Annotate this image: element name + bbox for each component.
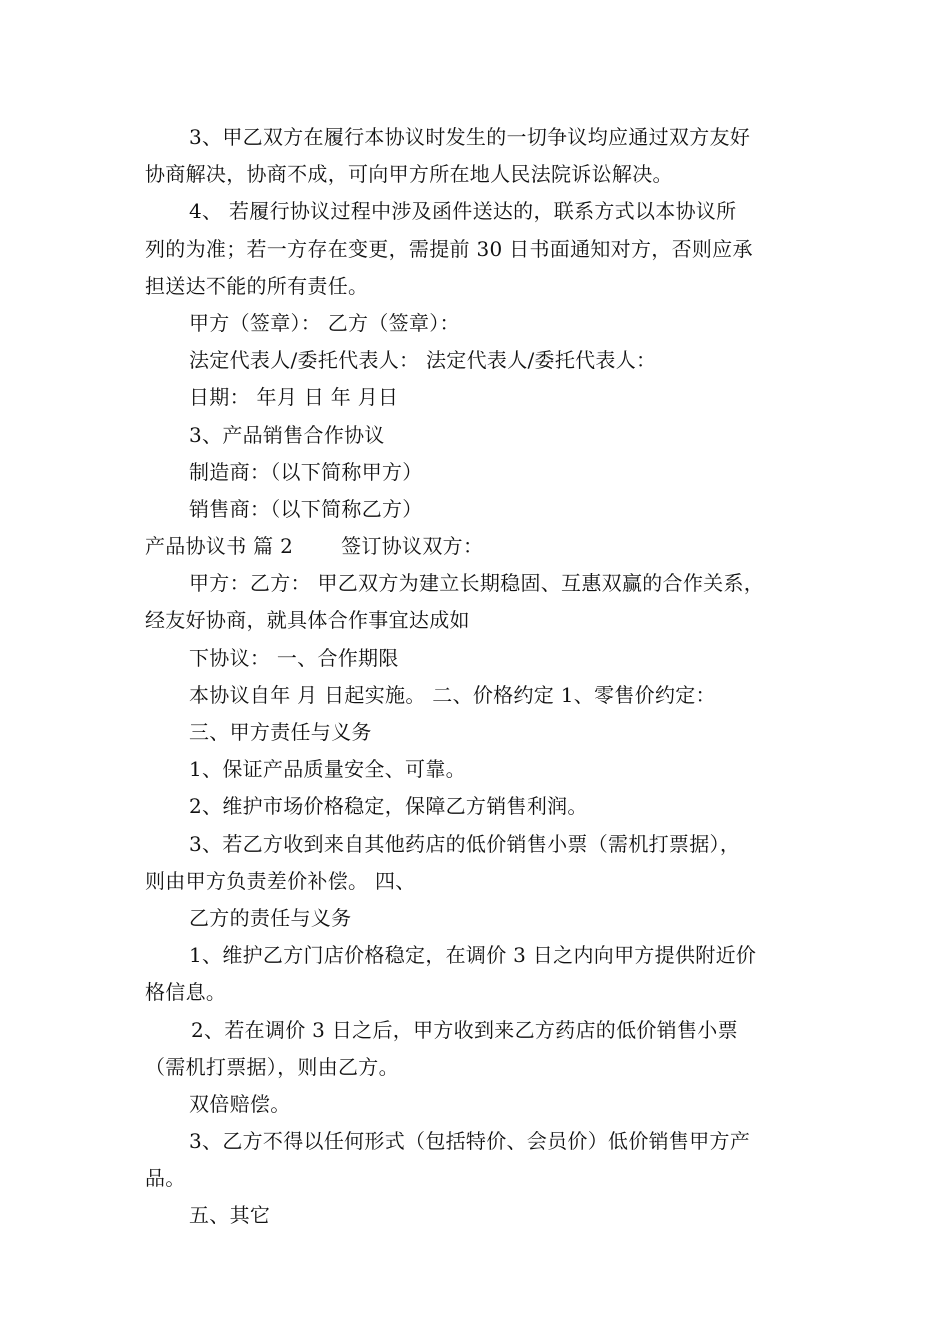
text-line: 则由甲方负责差价补偿。 四、 [145,868,416,893]
text-line: 2、若在调价 3 日之后，甲方收到来乙方药店的低价销售小票 [191,1017,738,1042]
text-line: 3、乙方不得以任何形式（包括特价、会员价）低价销售甲方产 [189,1129,751,1154]
text-line: 法定代表人/委托代表人： 法定代表人/委托代表人： [189,348,657,373]
text-line: 3、若乙方收到来自其他药店的低价销售小票（需机打票据）， [189,831,741,856]
text-line: 日期： 年月 日 年 月日 [189,385,399,410]
section-heading-continuation: 签订协议双方： [341,534,484,559]
section-heading: 产品协议书 篇 2 [145,534,294,559]
text-line: 3、产品销售合作协议 [189,422,385,447]
text-line: 销售商：（以下简称乙方） [189,496,423,521]
text-line: （需机打票据），则由乙方。 [145,1054,399,1079]
document-body [145,119,815,1235]
text-line: 制造商：（以下简称甲方） [189,459,423,484]
text-line: 2、维护市场价格稳定，保障乙方销售利润。 [189,794,588,819]
text-line: 双倍赔偿。 [189,1091,291,1116]
text-line: 乙方的责任与义务 [189,905,352,930]
text-line: 下协议： 一、合作期限 [189,645,399,670]
text-line: 品。 [145,1166,186,1191]
text-line: 1、维护乙方门店价格稳定，在调价 3 日之内向甲方提供附近价 [189,943,757,968]
text-line: 经友好协商，就具体合作事宜达成如 [145,608,470,633]
text-line: 格信息。 [145,980,227,1005]
text-line: 3、甲乙双方在履行本协议时发生的一切争议均应通过双方友好 [189,125,751,149]
text-line: 本协议自年 月 日起实施。 二、价格约定 1、零售价约定： [189,682,716,707]
text-line: 协商解决，协商不成，可向甲方所在地人民法院诉讼解决。 [145,162,673,187]
text-line: 三、甲方责任与义务 [189,720,372,744]
text-line: 1、保证产品质量安全、可靠。 [189,757,466,782]
section-heading-line [145,528,815,565]
text-line: 五、其它 [189,1203,271,1228]
text-line: 列的为准；若一方存在变更，需提前 30 日书面通知对方，否则应承 [145,236,753,261]
text-line: 担送达不能的所有责任。 [145,273,369,298]
text-line: 4、 若履行协议过程中涉及函件送达的，联系方式以本协议所 [189,199,737,224]
text-line: 甲方：乙方： 甲乙双方为建立长期稳固、互惠双赢的合作关系， [189,571,765,596]
text-line: 甲方（签章）： 乙方（签章）： [189,310,460,335]
